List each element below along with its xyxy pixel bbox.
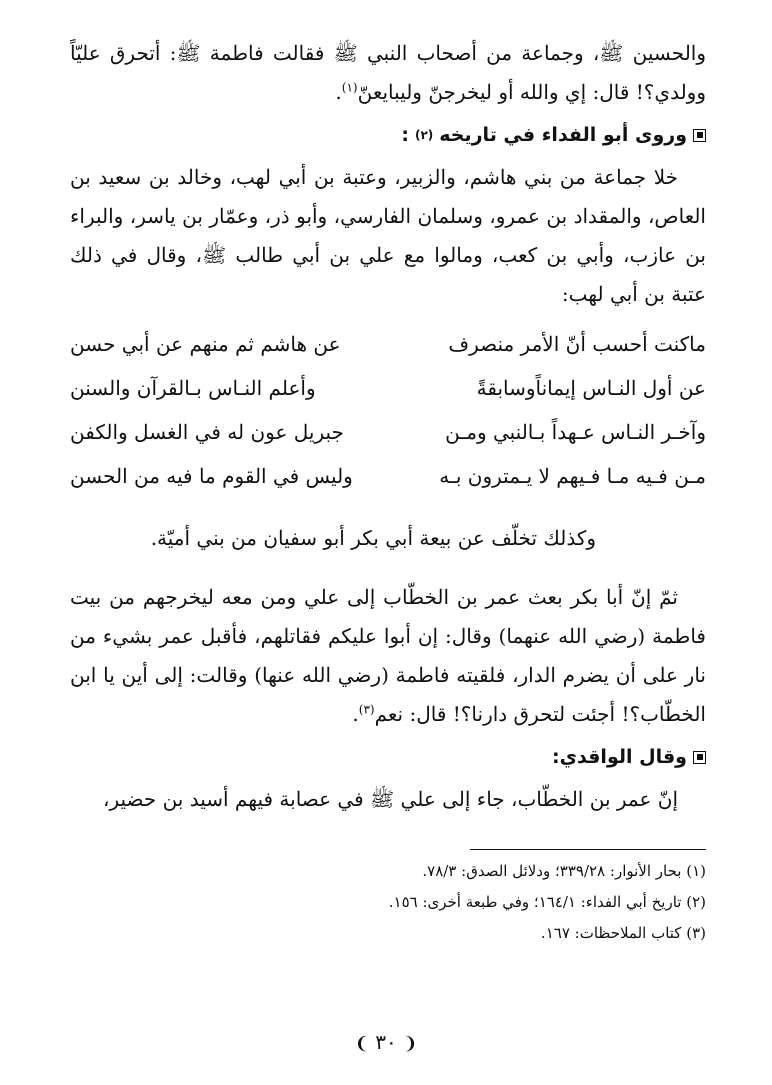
heading-1-colon: :: [401, 124, 409, 146]
poem-verse-3: [70, 410, 706, 454]
footnote-ref-1[interactable]: (١): [341, 80, 358, 95]
page-number: [0, 1030, 772, 1054]
heading-1-text: وروى أبو الفداء في تاريخه: [439, 124, 687, 146]
section-heading-al-waqidi: [70, 736, 706, 778]
poem: [70, 322, 706, 498]
paragraph-4: إنّ عمر بن الخطّاب، جاء إلى علي ﷺ في عصابة فيهم أسيد بن حضير،: [102, 787, 678, 811]
footnote-divider: [470, 849, 706, 850]
verse-first-hemistich: عن أول النـاس إيماناًوسابقةً: [476, 376, 706, 400]
section-heading-abu-al-fida: وروى أبو الفداء في تاريخه (٢) :: [70, 114, 706, 156]
verse-second-hemistich: وأعلم النـاس بـالقرآن والسنن: [70, 376, 316, 400]
page-number-text: ٣٠: [375, 1030, 397, 1054]
paragraph-1: والحسين ﷺ، وجماعة من أصحاب النبي ﷺ فقالت فاطمة ﷺ: أتحرق عليّاً وولدي؟! قال: إي والله أو ليخرجنّ وليبايعنّ$^{(١)}$.: [70, 41, 706, 104]
verse-first-hemistich: وآخـر النـاس عـهداً بـالنبي ومـن: [445, 420, 706, 444]
footnotes: [70, 856, 706, 949]
heading-2-text: وقال الواقدي:: [552, 746, 687, 768]
paragraph-2: خلا جماعة من بني هاشم، والزبير، وعتبة بن أبي لهب، وخالد بن سعيد بن العاص، والمقداد بن عمرو، وسلمان الفارسي، وأبو ذر، وعمّار بن ياسر، والبراء بن عازب، وأبي بن كعب، ومالوا مع علي بن أبي طالب ﷺ، وقال في ذلك عتبة بن أبي لهب:: [70, 165, 706, 306]
verse-first-hemistich: مـن فـيه مـا فـيهم لا يـمترون بـه: [439, 464, 706, 488]
footnote-1: (١) بحار الأنوار: ٣٣٩/٢٨؛ ودلائل الصدق: ٧٨/٣.: [422, 862, 706, 880]
paragraph-3: ثمّ إنّ أبا بكر بعث عمر بن الخطّاب إلى علي ومن معه ليخرجهم من بيت فاطمة (رضي الله عنهما) وقال: إن أبوا عليكم فقاتلهم، فأقبل عمر بشيء من نار على أن يضرم الدار، فلقيته فاطمة (رضي الله عنها) وقالت: إلى أين يا ابن الخطّاب؟! أجئت لتحرق دارنا؟! قال: نعم$^{(٣)}$.: [70, 585, 706, 726]
square-bullet-icon: [693, 129, 706, 142]
ornament-left-icon: ❩: [354, 1034, 369, 1054]
footnote-3: (٣) كتاب الملاحظات: ١٦٧.: [540, 924, 706, 942]
verse-second-hemistich: جبريل عون له في الغسل والكفن: [70, 420, 344, 444]
poem-verse-4: [70, 454, 706, 498]
paragraph-3-text: ثمّ إنّ أبا بكر بعث عمر بن الخطّاب إلى علي ومن معه ليخرجهم من بيت فاطمة (رضي الله عنهما) وقال: إن أبوا عليكم فقاتلهم، فأقبل عمر بشيء من نار على أن يضرم الدار، فلقيته فاطمة (رضي الله عنها) وقالت: إلى أين يا ابن الخطّاب؟! أجئت لتحرق دارنا؟! قال: نعم: [70, 585, 706, 726]
footnote-ref-3[interactable]: (٣): [358, 702, 375, 717]
verse-second-hemistich: عن هاشم ثم منهم عن أبي حسن: [70, 332, 341, 356]
page-content: [70, 34, 706, 949]
square-bullet-icon: [693, 751, 706, 764]
paragraph-1-text: والحسين ﷺ، وجماعة من أصحاب النبي ﷺ فقالت فاطمة ﷺ: أتحرق عليّاً وولدي؟! قال: إي والله أو ليخرجنّ وليبايعنّ: [70, 41, 706, 104]
footnote-2: (٢) تاريخ أبي الفداء: ١٦٤/١؛ وفي طبعة أخرى: ١٥٦.: [388, 893, 706, 911]
after-poem-line: وكذلك تخلّف عن بيعة أبي بكر أبو سفيان من بني أميّة.: [150, 526, 596, 550]
poem-verse-2: [70, 366, 706, 410]
verse-second-hemistich: وليس في القوم ما فيه من الحسن: [70, 464, 353, 488]
verse-first-hemistich: ماكنت أحسب أنّ الأمر منصرف: [448, 332, 706, 356]
ornament-right-icon: ❨: [403, 1034, 418, 1054]
poem-verse-1: [70, 322, 706, 366]
